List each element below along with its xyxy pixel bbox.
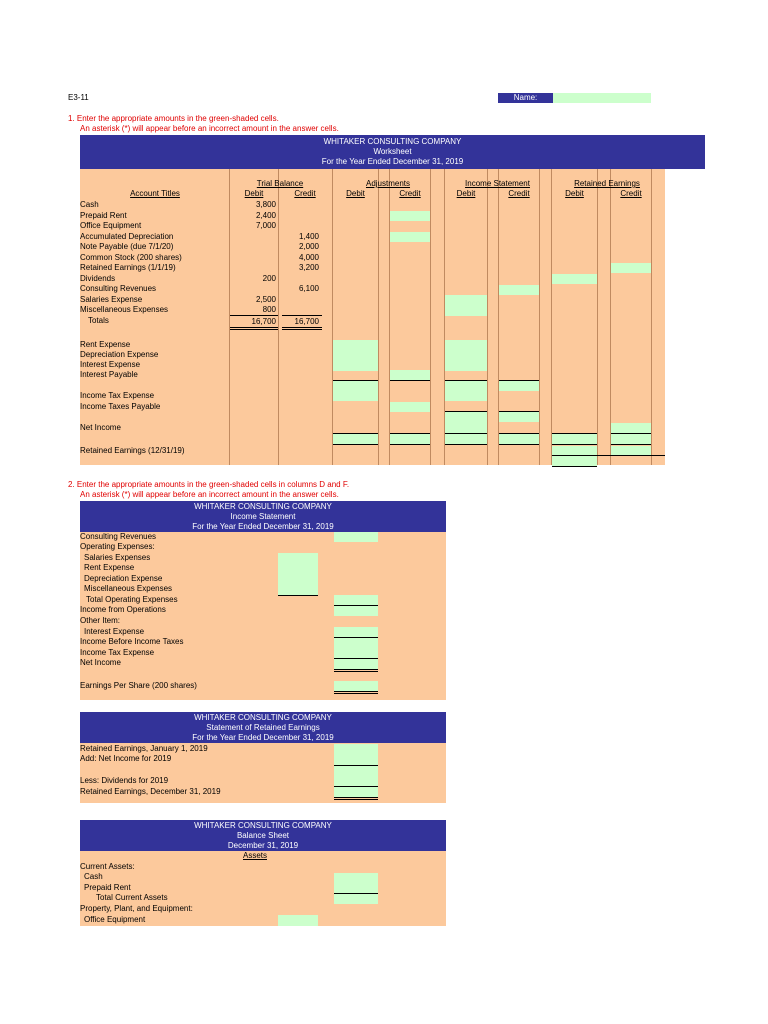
name-input[interactable] bbox=[553, 93, 651, 103]
is-credit-revenues-input[interactable] bbox=[499, 285, 539, 295]
account-name: Dividends bbox=[80, 274, 116, 283]
re-subtotal-input[interactable] bbox=[334, 766, 378, 776]
ws-company: WHITAKER CONSULTING COMPANY bbox=[323, 137, 462, 146]
group-income-statement: Income Statement bbox=[465, 179, 530, 188]
is-period: For the Year Ended December 31, 2019 bbox=[192, 522, 334, 531]
tb-debit-value: 3,800 bbox=[255, 200, 276, 209]
bs-assets-heading: Assets bbox=[242, 851, 267, 860]
account-name: Prepaid Rent bbox=[80, 211, 127, 220]
worksheet-body bbox=[80, 169, 665, 465]
is-row: Rent Expense bbox=[84, 563, 135, 572]
is-credit-total-input[interactable] bbox=[499, 412, 539, 422]
account-name: Note Payable (due 7/1/20) bbox=[80, 242, 174, 251]
tb-credit-value: 6,100 bbox=[298, 284, 319, 293]
exercise-label: E3-11 bbox=[68, 93, 89, 102]
re-row: Less: Dividends for 2019 bbox=[80, 776, 169, 785]
re-credit-retained-earnings-input[interactable] bbox=[611, 263, 651, 273]
col-tb-credit: Credit bbox=[294, 189, 316, 198]
col-account-titles: Account Titles bbox=[130, 189, 180, 198]
is-debit-expenses-input[interactable] bbox=[445, 295, 487, 316]
row-net-income: Net Income bbox=[80, 423, 121, 432]
is-row: Salaries Expenses bbox=[84, 553, 151, 562]
worksheet-header bbox=[80, 135, 705, 169]
is-row: Income Before Income Taxes bbox=[80, 637, 184, 646]
tb-credit-value: 3,200 bbox=[298, 263, 319, 272]
adj-credit-income-taxes-payable-input[interactable] bbox=[390, 402, 430, 412]
bs-office-equipment-input[interactable] bbox=[278, 915, 318, 926]
account-name: Miscellaneous Expenses bbox=[80, 305, 169, 314]
tb-credit-value: 2,000 bbox=[298, 242, 319, 251]
re-dividends-input[interactable] bbox=[334, 776, 378, 786]
col-tb-debit: Debit bbox=[244, 189, 264, 198]
is-total-opex-input[interactable] bbox=[334, 595, 378, 605]
is-row: Net Income bbox=[80, 658, 121, 667]
is-income-tax-input[interactable] bbox=[334, 648, 378, 658]
row-retained-earnings-end: Retained Earnings (12/31/19) bbox=[80, 446, 185, 455]
is-row: Depreciation Expense bbox=[84, 574, 163, 583]
bs-row: Total Current Assets bbox=[96, 893, 168, 902]
is-net-income-input[interactable] bbox=[334, 659, 378, 669]
row-interest-expense: Interest Expense bbox=[80, 360, 141, 369]
is-interest-expense-input[interactable] bbox=[334, 627, 378, 637]
re-header bbox=[80, 712, 446, 743]
is-row: Consulting Revenues bbox=[80, 532, 157, 541]
is-row: Income Tax Expense bbox=[80, 648, 155, 657]
is-income-before-tax-input[interactable] bbox=[334, 638, 378, 648]
account-name: Cash bbox=[80, 200, 99, 209]
account-name: Common Stock (200 shares) bbox=[80, 253, 182, 262]
is-income-from-ops-input[interactable] bbox=[334, 606, 378, 616]
tb-debit-value: 2,500 bbox=[255, 295, 276, 304]
is-expenses-input[interactable] bbox=[278, 553, 318, 595]
re-company: WHITAKER CONSULTING COMPANY bbox=[194, 713, 332, 722]
account-name: Accumulated Depreciation bbox=[80, 232, 174, 241]
adj-credit-prepaid-rent-input[interactable] bbox=[390, 211, 430, 221]
is-debit-income-tax-input[interactable] bbox=[445, 381, 487, 401]
row-income-tax-expense: Income Tax Expense bbox=[80, 391, 155, 400]
adj-credit-interest-payable-input[interactable] bbox=[390, 370, 430, 380]
account-name: Salaries Expense bbox=[80, 295, 143, 304]
tb-total-credit: 16,700 bbox=[294, 317, 319, 326]
is-row: Miscellaneous Expenses bbox=[84, 584, 173, 593]
col-adj-debit: Debit bbox=[346, 189, 365, 198]
re-title: Statement of Retained Earnings bbox=[206, 723, 320, 732]
col-re-debit: Debit bbox=[565, 189, 584, 198]
ws-title: Worksheet bbox=[373, 147, 412, 156]
is-row: Other Item: bbox=[80, 616, 121, 625]
is-row: Operating Expenses: bbox=[80, 542, 155, 551]
account-name: Consulting Revenues bbox=[80, 284, 157, 293]
re-debit-ending-balance-input[interactable] bbox=[552, 446, 597, 467]
account-name: Retained Earnings (1/1/19) bbox=[80, 263, 176, 272]
row-depreciation-expense: Depreciation Expense bbox=[80, 350, 159, 359]
tb-debit-value: 7,000 bbox=[255, 221, 276, 230]
part1-instruction: 1. Enter the appropriate amounts in the green-shaded cells. bbox=[68, 114, 279, 123]
bs-row: Current Assets: bbox=[80, 862, 135, 871]
totals-label: Totals bbox=[88, 316, 109, 325]
account-name: Office Equipment bbox=[80, 221, 142, 230]
row-income-taxes-payable: Income Taxes Payable bbox=[80, 402, 161, 411]
re-period: For the Year Ended December 31, 2019 bbox=[192, 733, 334, 742]
col-re-credit: Credit bbox=[620, 189, 642, 198]
is-row: Total Operating Expenses bbox=[86, 595, 178, 604]
adj-debit-rent-dep-interest-input[interactable] bbox=[333, 340, 378, 371]
is-eps-input[interactable] bbox=[334, 681, 378, 691]
re-beginning-net-income-input[interactable] bbox=[334, 744, 378, 765]
bs-row: Prepaid Rent bbox=[84, 883, 131, 892]
group-retained-earnings: Retained Earnings bbox=[574, 179, 640, 188]
bs-header bbox=[80, 820, 446, 851]
row-rent-expense: Rent Expense bbox=[80, 340, 131, 349]
adj-debit-income-tax-input[interactable] bbox=[333, 381, 378, 401]
is-row: Interest Expense bbox=[84, 627, 145, 636]
bs-total-current-assets-input[interactable] bbox=[334, 894, 378, 904]
part2-asterisk-note: An asterisk (*) will appear before an incorrect amount in the answer cells. bbox=[80, 490, 339, 499]
is-debit-rent-dep-interest-input[interactable] bbox=[445, 340, 487, 371]
re-ending-input[interactable] bbox=[334, 787, 378, 797]
is-company: WHITAKER CONSULTING COMPANY bbox=[194, 502, 332, 511]
bs-row: Cash bbox=[84, 872, 103, 881]
is-revenues-input[interactable] bbox=[334, 532, 378, 542]
group-trial-balance: Trial Balance bbox=[256, 179, 304, 188]
is-title: Income Statement bbox=[230, 512, 296, 521]
tb-debit-value: 200 bbox=[262, 274, 276, 283]
is-row: Earnings Per Share (200 shares) bbox=[80, 681, 197, 690]
tb-credit-value: 1,400 bbox=[298, 232, 319, 241]
bs-period: December 31, 2019 bbox=[227, 841, 299, 850]
tb-total-debit: 16,700 bbox=[251, 317, 276, 326]
col-adj-credit: Credit bbox=[399, 189, 421, 198]
re-row: Retained Earnings, December 31, 2019 bbox=[80, 787, 221, 796]
re-row: Add: Net Income for 2019 bbox=[80, 754, 172, 763]
re-debit-dividends-input[interactable] bbox=[552, 274, 597, 284]
bs-company: WHITAKER CONSULTING COMPANY bbox=[194, 821, 332, 830]
name-label: Name: bbox=[498, 93, 553, 103]
col-is-debit: Debit bbox=[456, 189, 476, 198]
bs-cash-prepaid-input[interactable] bbox=[334, 873, 378, 893]
is-debit-net-income-input[interactable] bbox=[445, 412, 487, 434]
bs-row: Office Equipment bbox=[84, 915, 146, 924]
adj-credit-accum-dep-input[interactable] bbox=[390, 232, 430, 242]
part1-asterisk-note: An asterisk (*) will appear before an incorrect amount in the answer cells. bbox=[80, 124, 339, 133]
tb-debit-value: 800 bbox=[262, 305, 276, 314]
group-adjustments: Adjustments bbox=[365, 179, 411, 188]
bs-title: Balance Sheet bbox=[236, 831, 290, 840]
re-credit-net-income-input[interactable] bbox=[611, 423, 651, 433]
row-interest-payable: Interest Payable bbox=[80, 370, 138, 379]
part2-instruction: 2. Enter the appropriate amounts in the green-shaded cells in columns D and F. bbox=[68, 480, 350, 489]
bs-row: Property, Plant, and Equipment: bbox=[80, 904, 193, 913]
ws-period: For the Year Ended December 31, 2019 bbox=[321, 157, 464, 166]
tb-debit-value: 2,400 bbox=[255, 211, 276, 220]
re-row: Retained Earnings, January 1, 2019 bbox=[80, 744, 208, 753]
col-is-credit: Credit bbox=[508, 189, 530, 198]
is-credit-interest-payable-input[interactable] bbox=[499, 381, 539, 391]
is-row: Income from Operations bbox=[80, 605, 166, 614]
tb-credit-value: 4,000 bbox=[298, 253, 319, 262]
is-header bbox=[80, 501, 446, 532]
